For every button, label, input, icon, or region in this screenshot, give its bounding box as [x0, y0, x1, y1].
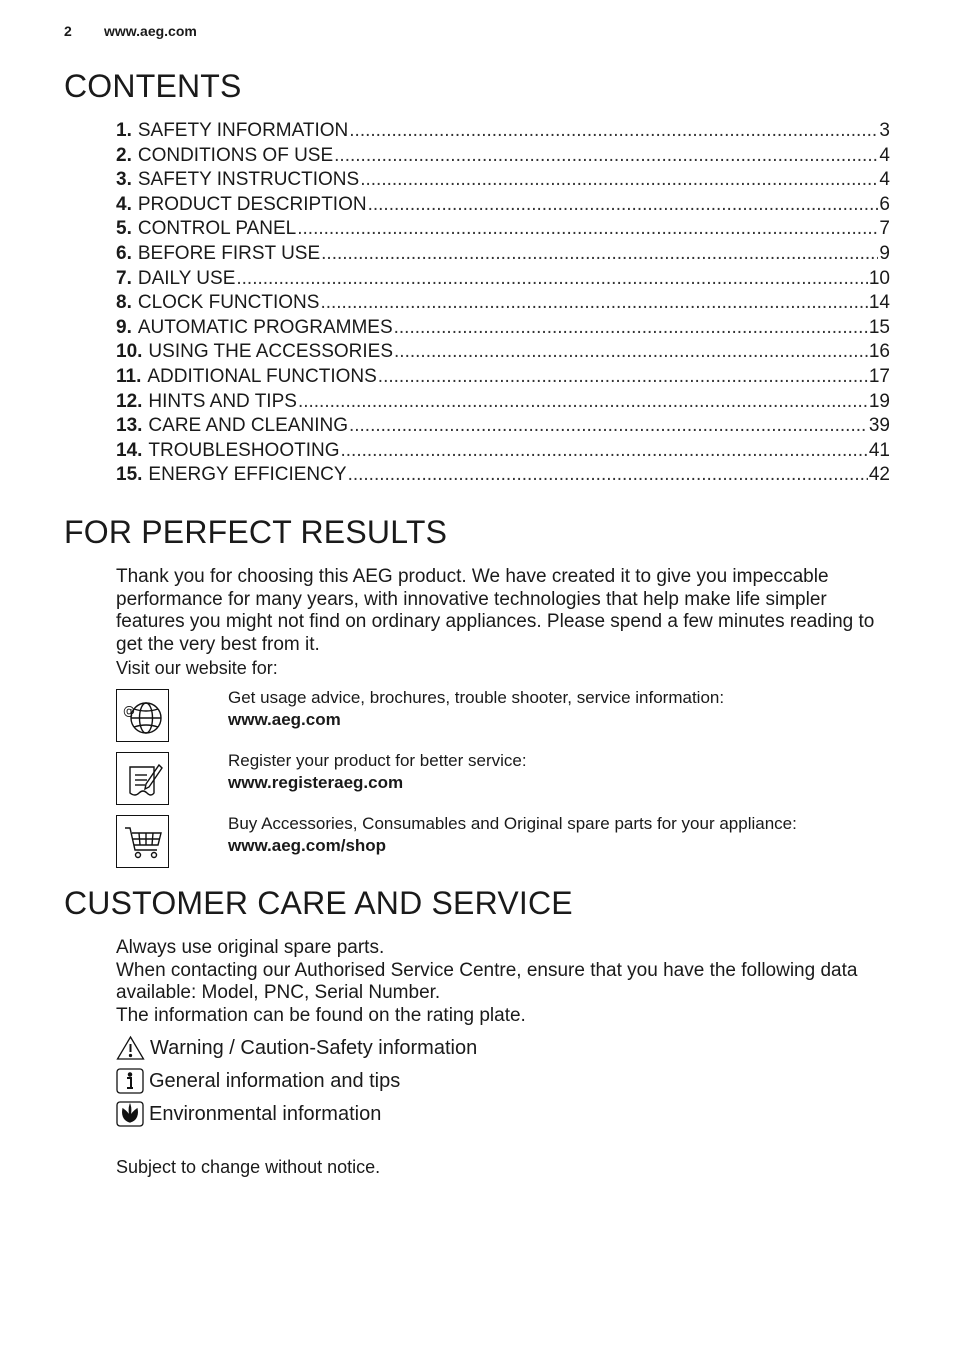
- toc-number: 9.: [116, 316, 132, 338]
- toc-number: 6.: [116, 242, 132, 264]
- toc-item[interactable]: [116, 464, 890, 489]
- toc-leader: [378, 366, 868, 388]
- toc-number: 10.: [116, 341, 143, 363]
- toc-number: 5.: [116, 218, 132, 240]
- care-line: The information can be found on the rating plate.: [116, 1004, 526, 1026]
- website-item: [228, 687, 724, 731]
- page-header: [64, 23, 197, 39]
- toc-item[interactable]: [116, 292, 890, 317]
- toc-leader: [394, 317, 868, 339]
- toc-label: CONDITIONS OF USE: [137, 144, 334, 166]
- results-intro: Thank you for choosing this AEG product. We have created it to give you impeccable performance for many years, with innovative technologies that help make life simpler features you might not find on ordinary appliances. Please spend a few minutes reading to get the very best from it.: [116, 566, 875, 655]
- change-notice: Subject to change without notice.: [116, 1157, 381, 1177]
- toc-label: CLOCK FUNCTIONS: [137, 292, 320, 314]
- toc-page: 16: [868, 341, 890, 363]
- shop-desc: Buy Accessories, Consumables and Original spare parts for your appliance:: [228, 814, 797, 833]
- toc-item[interactable]: [116, 317, 890, 342]
- toc-label: USING THE ACCESSORIES: [148, 341, 394, 363]
- toc-page: 15: [868, 316, 890, 338]
- toc-item[interactable]: [116, 268, 890, 293]
- toc-item[interactable]: [116, 415, 890, 440]
- toc-number: 14.: [116, 439, 143, 461]
- toc-label: ADDITIONAL FUNCTIONS: [147, 365, 377, 387]
- toc-leader: [349, 415, 868, 437]
- toc-leader: [360, 169, 878, 191]
- toc-label: ENERGY EFFICIENCY: [148, 464, 347, 486]
- toc-leader: [320, 292, 867, 314]
- environment-icon: [116, 1101, 144, 1127]
- toc-leader: [349, 120, 878, 142]
- globe-icon: [116, 689, 169, 742]
- toc-page: 7: [879, 218, 890, 240]
- toc-label: CARE AND CLEANING: [148, 415, 348, 437]
- care-line: Always use original spare parts.: [116, 937, 385, 958]
- toc-label: AUTOMATIC PROGRAMMES: [137, 316, 393, 338]
- care-line: When contacting our Authorised Service Centre, ensure that you have the following data available: Model, PNC, Serial Number.: [116, 959, 858, 1004]
- toc-number: 11.: [116, 365, 142, 387]
- toc-item[interactable]: [116, 145, 890, 170]
- toc-item[interactable]: [116, 120, 890, 145]
- shop-item: [228, 813, 797, 857]
- toc-page: 6: [879, 193, 890, 215]
- toc-page: 3: [879, 120, 890, 141]
- toc-page: 17: [868, 365, 890, 387]
- care-title: CUSTOMER CARE AND SERVICE: [64, 885, 573, 921]
- toc-page: 9: [879, 242, 890, 264]
- cart-icon: [116, 815, 169, 868]
- website-desc: Get usage advice, brochures, trouble shooter, service information:: [228, 688, 725, 707]
- contents-title: CONTENTS: [64, 68, 242, 104]
- toc-page: 10: [868, 267, 890, 289]
- toc-item[interactable]: [116, 243, 890, 268]
- toc-number: 2.: [116, 144, 132, 166]
- toc-label: DAILY USE: [137, 267, 236, 289]
- toc-leader: [368, 194, 879, 216]
- register-row: [116, 752, 896, 808]
- svg-text:@: @: [122, 703, 135, 718]
- toc-item[interactable]: [116, 218, 890, 243]
- warning-icon: [116, 1035, 145, 1061]
- toc-leader: [348, 464, 868, 486]
- toc-item[interactable]: [116, 366, 890, 391]
- toc-page: 39: [868, 415, 890, 437]
- toc-number: 12.: [116, 390, 143, 412]
- toc-number: 8.: [116, 292, 132, 314]
- toc-item[interactable]: [116, 341, 890, 366]
- toc-page: 14: [868, 292, 890, 314]
- toc-leader: [298, 391, 868, 413]
- toc-leader: [341, 440, 868, 462]
- shop-link[interactable]: www.aeg.com/shop: [228, 836, 387, 855]
- symbol-environment: [116, 1101, 381, 1127]
- toc-number: 15.: [116, 464, 143, 486]
- toc-list: [116, 120, 890, 489]
- toc-leader: [297, 218, 878, 240]
- website-row: [116, 689, 896, 745]
- symbol-warning: [116, 1035, 477, 1061]
- results-title: FOR PERFECT RESULTS: [64, 514, 448, 550]
- symbol-label: Environmental information: [149, 1102, 382, 1125]
- toc-number: 4.: [116, 193, 132, 215]
- symbol-info: [116, 1068, 400, 1094]
- toc-number: 7.: [116, 267, 132, 289]
- register-icon: [116, 752, 169, 805]
- toc-page: 4: [879, 169, 890, 191]
- toc-page: 4: [879, 144, 890, 166]
- toc-number: 13.: [116, 415, 143, 437]
- register-link[interactable]: www.registeraeg.com: [228, 773, 404, 792]
- toc-leader: [321, 243, 878, 265]
- register-item: [228, 750, 527, 794]
- toc-number: 1.: [116, 120, 132, 141]
- toc-label: CONTROL PANEL: [137, 218, 297, 240]
- symbol-label: General information and tips: [149, 1069, 401, 1092]
- info-icon: [116, 1068, 144, 1094]
- toc-label: BEFORE FIRST USE: [137, 242, 321, 264]
- register-desc: Register your product for better service:: [228, 751, 527, 770]
- site-url[interactable]: www.aeg.com: [104, 23, 197, 39]
- page-number: 2: [64, 23, 72, 39]
- toc-page: 42: [868, 464, 890, 486]
- toc-item[interactable]: [116, 194, 890, 219]
- toc-leader: [334, 145, 878, 167]
- toc-number: 3.: [116, 169, 132, 191]
- toc-item[interactable]: [116, 169, 890, 194]
- toc-label: SAFETY INSTRUCTIONS: [137, 169, 360, 191]
- visit-label: Visit our website for:: [116, 658, 278, 678]
- toc-item[interactable]: [116, 440, 890, 465]
- symbol-label: Warning / Caution-Safety information: [150, 1036, 478, 1059]
- care-text: [116, 937, 896, 1027]
- website-link[interactable]: www.aeg.com: [228, 710, 341, 729]
- toc-label: HINTS AND TIPS: [148, 390, 297, 412]
- toc-leader: [394, 341, 868, 363]
- shop-row: [116, 815, 896, 871]
- toc-page: 41: [868, 439, 890, 461]
- toc-label: TROUBLESHOOTING: [148, 439, 340, 461]
- toc-label: PRODUCT DESCRIPTION: [137, 193, 367, 215]
- toc-label: SAFETY INFORMATION: [137, 120, 349, 141]
- toc-page: 19: [868, 390, 890, 412]
- toc-leader: [236, 268, 867, 290]
- toc-item[interactable]: [116, 391, 890, 416]
